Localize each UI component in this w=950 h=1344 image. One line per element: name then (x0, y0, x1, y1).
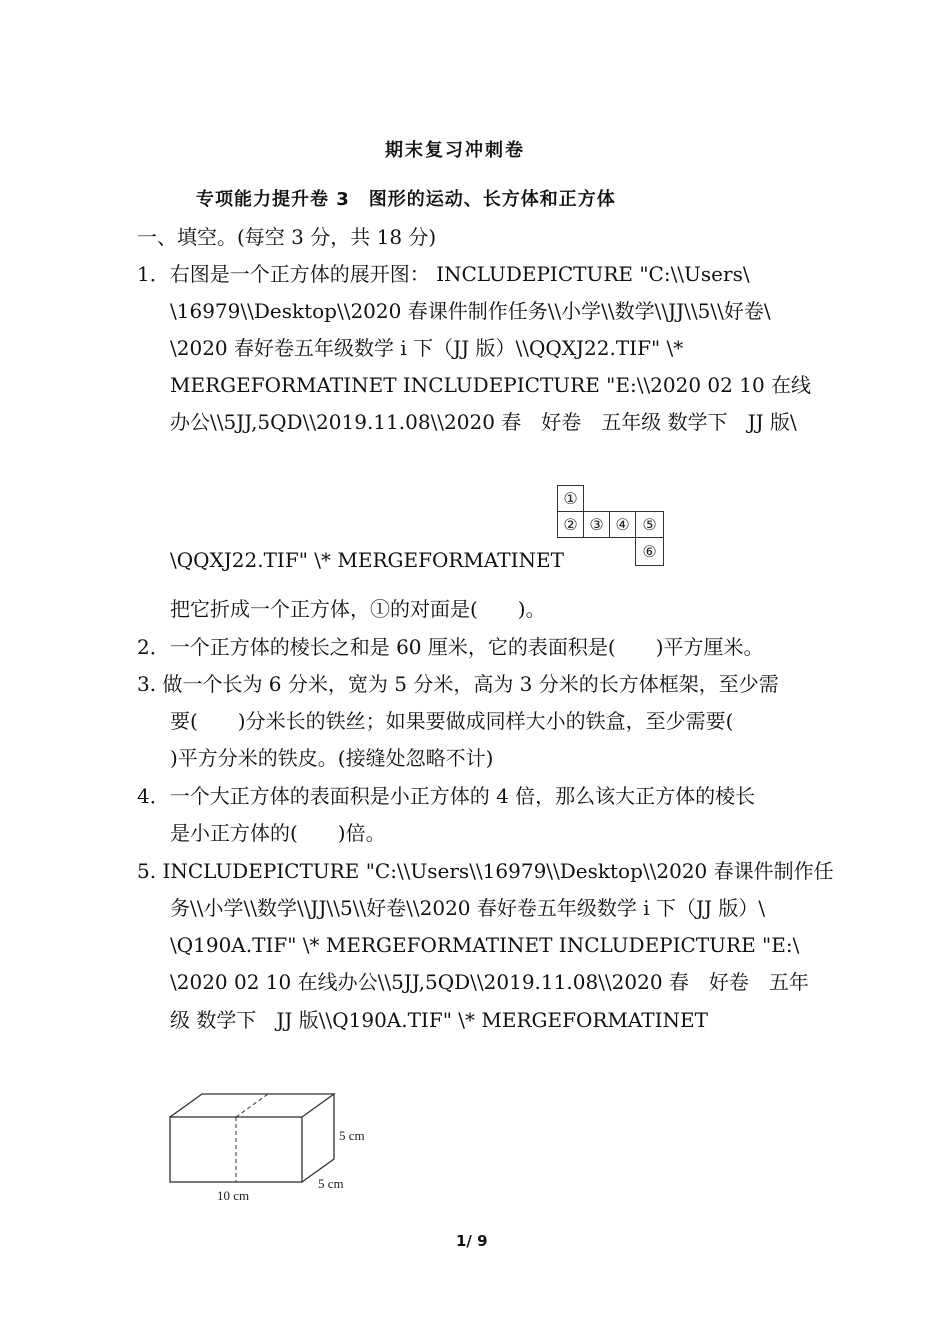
q1-line: \QQXJ22.TIF" \* MERGEFORMATINET (170, 548, 564, 572)
dashed-line (236, 1094, 268, 1117)
q1-line: \16979\\Desktop\\2020 春课件制作任务\\小学\\数学\\JJ\\5\\好卷\ (170, 299, 771, 323)
q5-line: \2020 02 10 在线办公\\5JJ,5QD\\2019.11.08\\2020 春 好卷 五年 (170, 970, 809, 994)
net-label: ⑥ (642, 544, 657, 561)
net-label: ⑤ (642, 517, 657, 534)
q3-line: 3. 做一个长为 6 分米，宽为 5 分米，高为 3 分米的长方体框架，至少需 (137, 672, 779, 696)
q1-line: 办公\\5JJ,5QD\\2019.11.08\\2020 春 好卷 五年级 数学下 JJ 版\ (170, 410, 797, 434)
exam-subtitle: 专项能力提升卷 3 图形的运动、长方体和正方体 (196, 189, 616, 210)
cuboid-side-face (302, 1094, 334, 1182)
width-label: 5 cm (318, 1176, 344, 1191)
net-label: ③ (589, 517, 604, 534)
q5-line: 务\\小学\\数学\\JJ\\5\\好卷\\2020 春好卷五年级数学 i 下（JJ 版）\ (170, 896, 766, 920)
q4-line: 是小正方体的( )倍。 (170, 821, 386, 845)
q3-line: )平方分米的铁皮。(接缝处忽略不计) (170, 746, 494, 770)
q4-line: 4．一个大正方体的表面积是小正方体的 4 倍，那么该大正方体的棱长 (137, 784, 756, 808)
question-2: 2．一个正方体的棱长之和是 60 厘米，它的表面积是( )平方厘米。 (137, 635, 764, 659)
q5-line: 级 数学下 JJ 版\\Q190A.TIF" \* MERGEFORMATINET (170, 1008, 708, 1032)
cube-net-figure (556, 484, 668, 570)
net-label: ① (563, 491, 578, 508)
q3-line: 要( )分米长的铁丝；如果要做成同样大小的铁盒，至少需要( (170, 709, 734, 733)
cuboid-top-face (170, 1094, 334, 1117)
q5-line: \Q190A.TIF" \* MERGEFORMATINET INCLUDEPICTURE "E:\ (170, 933, 800, 957)
net-label: ② (563, 517, 578, 534)
q1-line: 把它折成一个正方体，①的对面是( )。 (170, 597, 546, 621)
q1-line: 1．右图是一个正方体的展开图： INCLUDEPICTURE "C:\\Users\ (137, 262, 750, 286)
q1-line: MERGEFORMATINET INCLUDEPICTURE "E:\\2020 02 10 在线 (170, 373, 812, 397)
q5-line: 5. INCLUDEPICTURE "C:\\Users\\16979\\Desktop\\2020 春课件制作任 (137, 859, 834, 883)
length-label: 10 cm (217, 1188, 250, 1203)
net-label: ④ (615, 517, 630, 534)
height-label: 5 cm (339, 1128, 365, 1143)
page-number: 1/ 9 (456, 1232, 488, 1250)
cuboid-figure (160, 1085, 390, 1210)
section-heading: 一、填空。(每空 3 分，共 18 分) (137, 225, 437, 249)
exam-title: 期末复习冲刺卷 (385, 140, 525, 161)
q1-line: \2020 春好卷五年级数学 i 下（JJ 版）\\QQXJ22.TIF" \* (170, 336, 684, 360)
